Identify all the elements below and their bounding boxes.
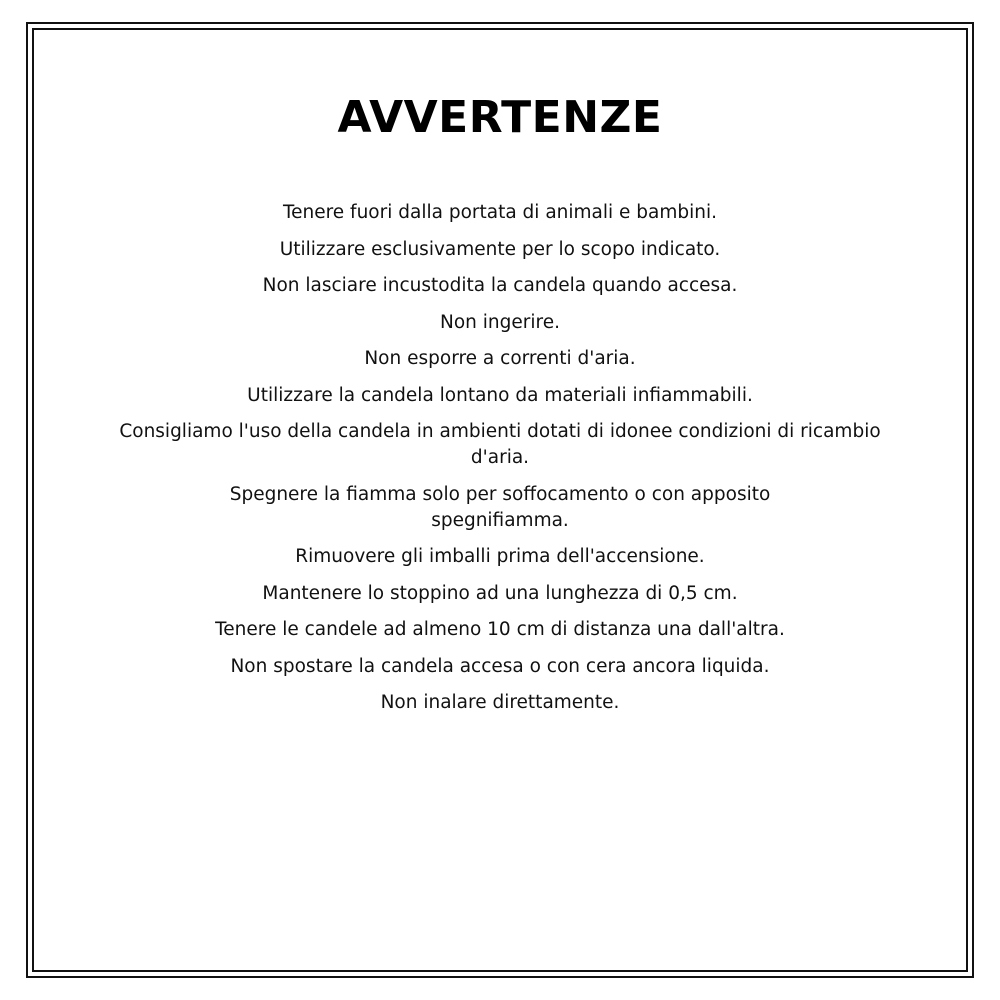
- warning-item: Tenere fuori dalla portata di animali e bambini.: [282, 202, 718, 223]
- page-title: AVVERTENZE: [337, 92, 663, 143]
- warning-item: Tenere le candele ad almeno 10 cm di distanza una dall'altra.: [215, 619, 785, 640]
- warning-item: Consigliamo l'uso della candela in ambienti dotati di idonee condizioni di ricambio d'aria.: [119, 421, 881, 468]
- warning-item: Non lasciare incustodita la candela quando accesa.: [262, 275, 738, 296]
- warning-item: Non inalare direttamente.: [380, 692, 620, 713]
- document-frame: [26, 22, 974, 978]
- warning-item: Mantenere lo stoppino ad una lunghezza di 0,5 cm.: [262, 582, 738, 604]
- warning-item: Utilizzare la candela lontano da materiali infiammabili.: [247, 384, 753, 406]
- warning-item: Utilizzare esclusivamente per lo scopo indicato.: [279, 238, 721, 260]
- warning-item: Rimuovere gli imballi prima dell'accensione.: [295, 546, 705, 567]
- warning-item: Non ingerire.: [440, 311, 560, 333]
- warning-item: Spegnere la fiamma solo per soffocamento o con apposito spegnifiamma.: [229, 483, 771, 531]
- warnings-list: [118, 200, 882, 727]
- warning-item: Non esporre a correnti d'aria.: [364, 348, 636, 369]
- warning-item: Non spostare la candela accesa o con cera ancora liquida.: [230, 655, 770, 677]
